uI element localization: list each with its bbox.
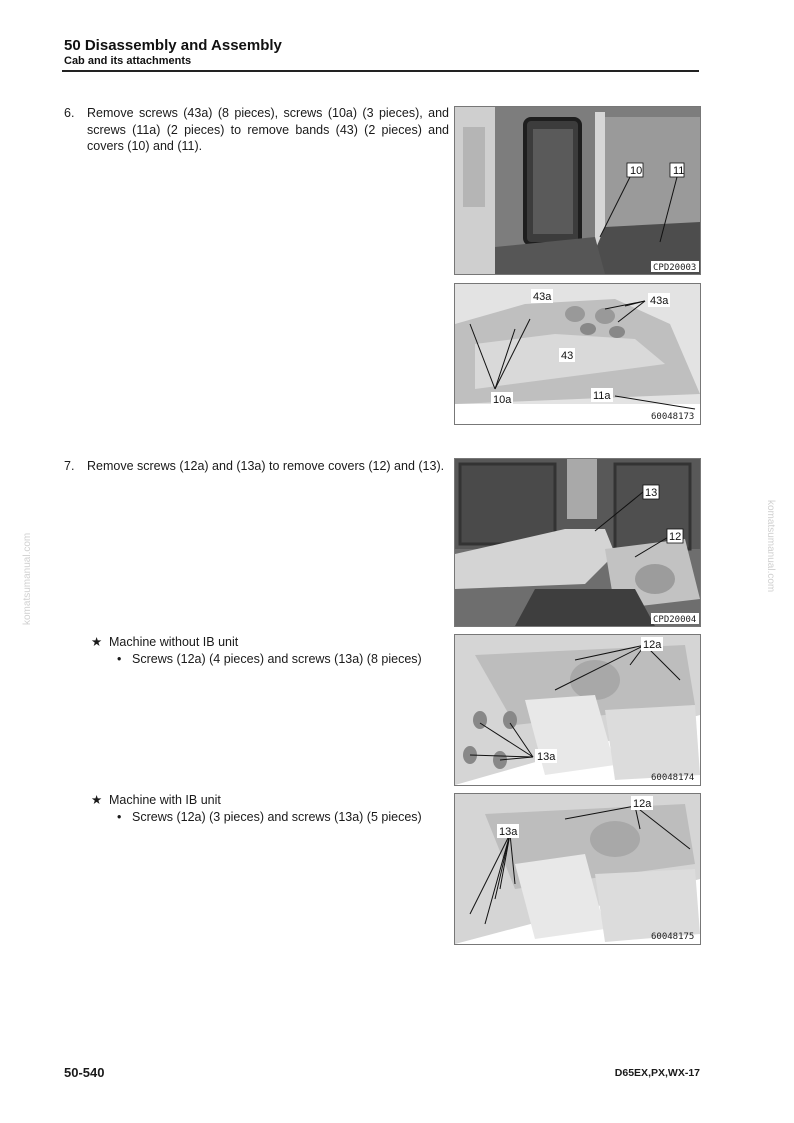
label-43a: 43a [533,291,552,303]
bullet-icon: • [117,652,122,666]
section-title: 50 Disassembly and Assembly [64,37,282,54]
step-6 [64,105,449,155]
star-icon: ★ [91,635,103,649]
figure-code: 60048173 [651,412,695,422]
label-43: 43 [561,350,574,362]
model-name: D65EX,PX,WX-17 [614,1067,700,1079]
step-text: Remove screws (12a) and (13a) to remove covers (12) and (13). [87,459,445,473]
note-without-ib [91,634,238,651]
note-detail-with-ib [117,809,422,826]
figure-code: 60048175 [651,932,695,942]
page-number: 50-540 [64,1065,105,1080]
note-with-ib [91,792,221,809]
figure-cab-door-photo [454,106,701,275]
section-subtitle: Cab and its attachments [64,55,192,67]
watermark-right: komatsumanual.com [765,500,776,593]
label-13: 13 [645,487,658,499]
note-detail: Screws (12a) (3 pieces) and screws (13a) (5 pieces) [132,810,422,824]
label-43a: 43a [650,295,669,307]
step-number: 6. [64,106,75,120]
label-12a: 12a [643,639,662,651]
figure-with-ib-diagram [454,793,701,945]
label-13a: 13a [537,751,556,763]
figure-code: CPD20004 [653,615,697,625]
figure-code: 60048174 [651,773,695,783]
figure-code: CPD20003 [653,263,697,273]
figure-cover-12-13-photo [454,458,701,627]
label-10: 10 [630,165,643,177]
header-divider [62,70,699,72]
label-13a: 13a [499,826,518,838]
note-title: Machine with IB unit [109,793,221,807]
step-number: 7. [64,459,75,473]
figure-without-ib-diagram [454,634,701,786]
note-detail-without-ib [117,651,422,668]
star-icon: ★ [91,793,103,807]
bullet-icon: • [117,810,122,824]
step-7 [64,458,449,475]
label-10a: 10a [493,394,512,406]
watermark-left: komatsumanual.com [22,532,33,625]
note-detail: Screws (12a) (4 pieces) and screws (13a) (8 pieces) [132,652,422,666]
note-title: Machine without IB unit [109,635,239,649]
step-text: Remove screws (43a) (8 pieces), screws (10a) (3 pieces), and screws (11a) (2 pieces) to remove bands (43) (2 pieces) and covers (10) and (11). [87,106,449,153]
label-12: 12 [669,531,682,543]
label-11: 11 [673,165,685,177]
label-12a: 12a [633,798,652,810]
label-11a: 11a [593,390,611,402]
figure-floor-covers-diagram [454,283,701,425]
